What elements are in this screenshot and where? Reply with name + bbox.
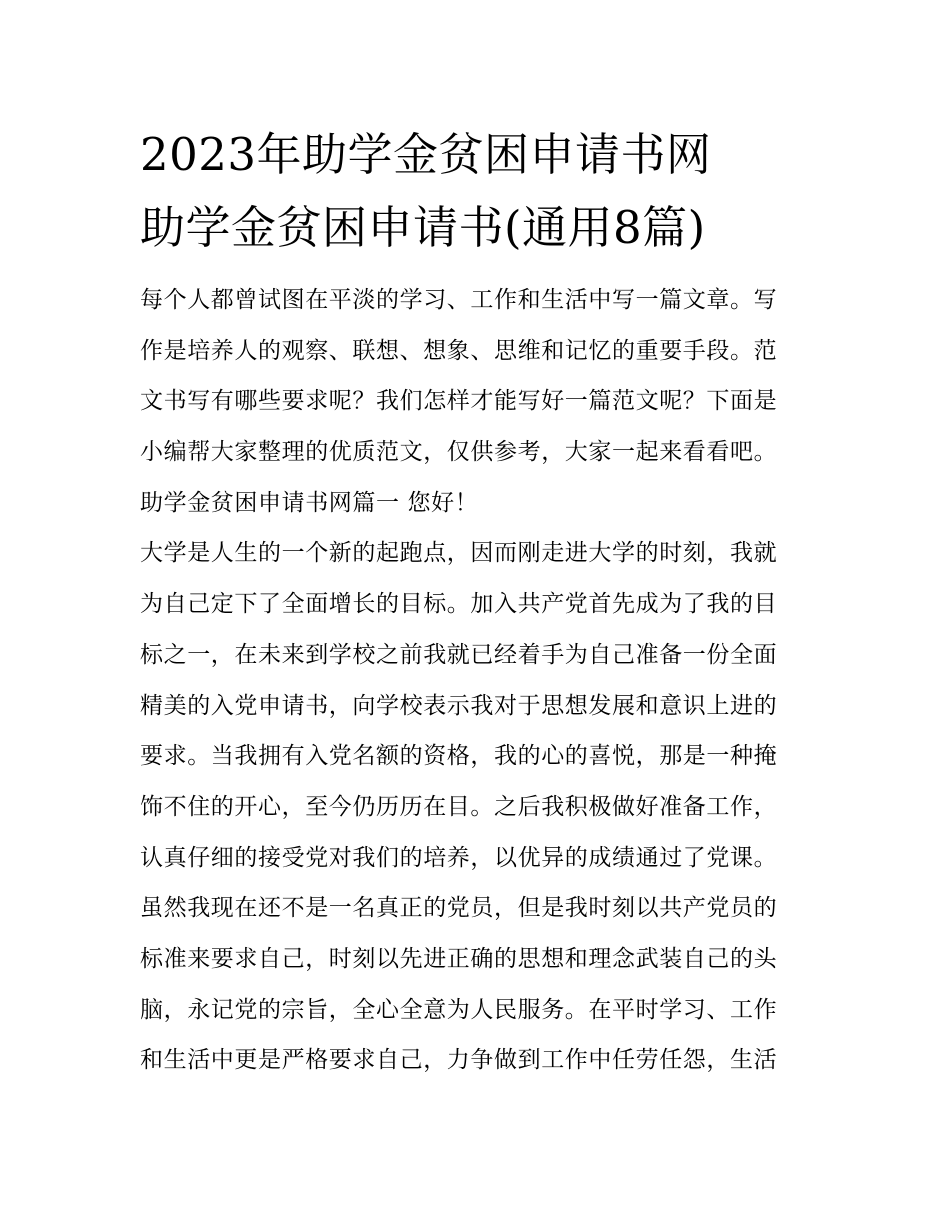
body-line: 文书写有哪些要求呢？我们怎样才能写好一篇范文呢？下面是 <box>140 388 778 415</box>
body-line: 为自己定下了全面增长的目标。加入共产党首先成为了我的目 <box>140 591 778 618</box>
body-line: 标准来要求自己，时刻以先进正确的思想和理念武装自己的头 <box>140 945 778 972</box>
body-line: 饰不住的开心，至今仍历历在目。之后我积极做好准备工作， <box>140 793 778 820</box>
body-line: 虽然我现在还不是一名真正的党员，但是我时刻以共产党员的 <box>140 895 778 922</box>
body-line: 作是培养人的观察、联想、想象、思维和记忆的重要手段。范 <box>140 337 778 364</box>
body-line: 要求。当我拥有入党名额的资格，我的心的喜悦，那是一种掩 <box>140 743 778 770</box>
document-body <box>140 275 820 1086</box>
body-line: 标之一，在未来到学校之前我就已经着手为自己准备一份全面 <box>140 641 778 668</box>
body-line: 每个人都曾试图在平淡的学习、工作和生活中写一篇文章。写 <box>140 287 778 313</box>
title-line-2: 助学金贫困申请书(通用8篇) <box>140 201 706 254</box>
body-line: 认真仔细的接受党对我们的培养，以优异的成绩通过了党课。 <box>140 844 778 871</box>
title-line-1: 2023年助学金贫困申请书网 <box>140 128 712 181</box>
document-title <box>140 118 820 264</box>
body-line: 精美的入党申请书，向学校表示我对于思想发展和意识上进的 <box>140 692 778 719</box>
body-line: 大学是人生的一个新的起跑点，因而刚走进大学的时刻，我就 <box>140 540 778 567</box>
body-line: 脑，永记党的宗旨，全心全意为人民服务。在平时学习、工作 <box>140 996 778 1023</box>
body-line: 和生活中更是严格要求自己，力争做到工作中任劳任怨，生活 <box>140 1047 778 1074</box>
section-heading-line: 助学金贫困申请书网篇一 您好！ <box>140 489 479 516</box>
body-line: 小编帮大家整理的优质范文，仅供参考，大家一起来看看吧。 <box>140 439 778 466</box>
